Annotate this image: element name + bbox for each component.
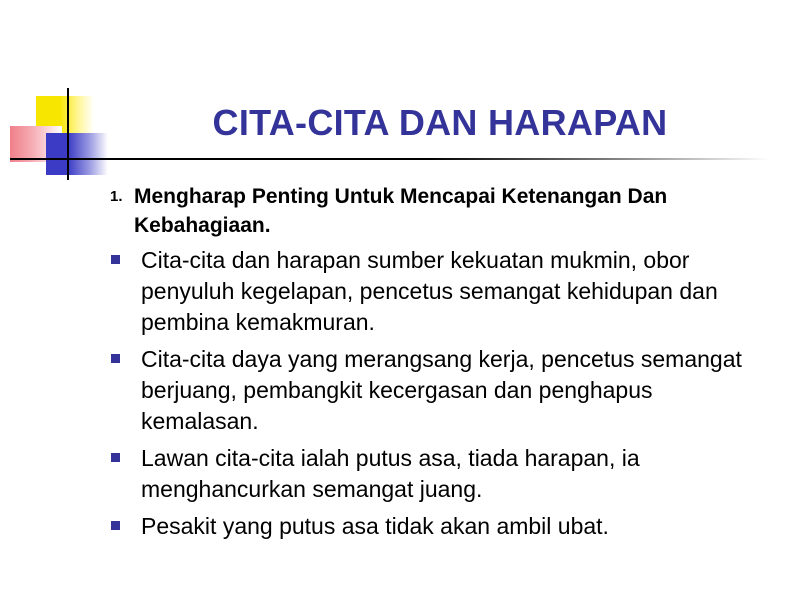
- bullet-item: [110, 245, 770, 338]
- blue-square-decoration: [46, 133, 108, 175]
- bullet-text: Pesakit yang putus asa tidak akan ambil ubat.: [141, 513, 609, 539]
- bullet-item: [110, 443, 770, 505]
- square-bullet-icon: [111, 521, 120, 530]
- slide-logo-decoration: [0, 0, 120, 190]
- bullet-text: Lawan cita-cita ialah putus asa, tiada harapan, ia menghancurkan semangat juang.: [141, 445, 640, 502]
- slide-body: [110, 182, 770, 548]
- heading-text: Mengharap Penting Untuk Mencapai Ketenangan Dan Kebahagiaan.: [134, 185, 668, 237]
- bullet-item: [110, 344, 770, 437]
- square-bullet-icon: [111, 255, 120, 264]
- square-bullet-icon: [111, 453, 120, 462]
- heading-number: 1.: [110, 188, 123, 205]
- numbered-heading: [110, 182, 770, 240]
- title-underline: [10, 158, 770, 160]
- bullet-text: Cita-cita dan harapan sumber kekuatan mukmin, obor penyuluh kegelapan, pencetus semangat kehidupan dan pembina kemakmuran.: [141, 247, 718, 335]
- square-bullet-icon: [111, 354, 120, 363]
- bullet-text: Cita-cita daya yang merangsang kerja, pencetus semangat berjuang, pembangkit kecergasan dan penghapus kemalasan.: [141, 346, 742, 434]
- vertical-divider-line: [67, 88, 69, 180]
- bullet-list: [110, 245, 770, 542]
- bullet-item: [110, 511, 770, 542]
- slide-title: CITA-CITA DAN HARAPAN: [212, 102, 668, 143]
